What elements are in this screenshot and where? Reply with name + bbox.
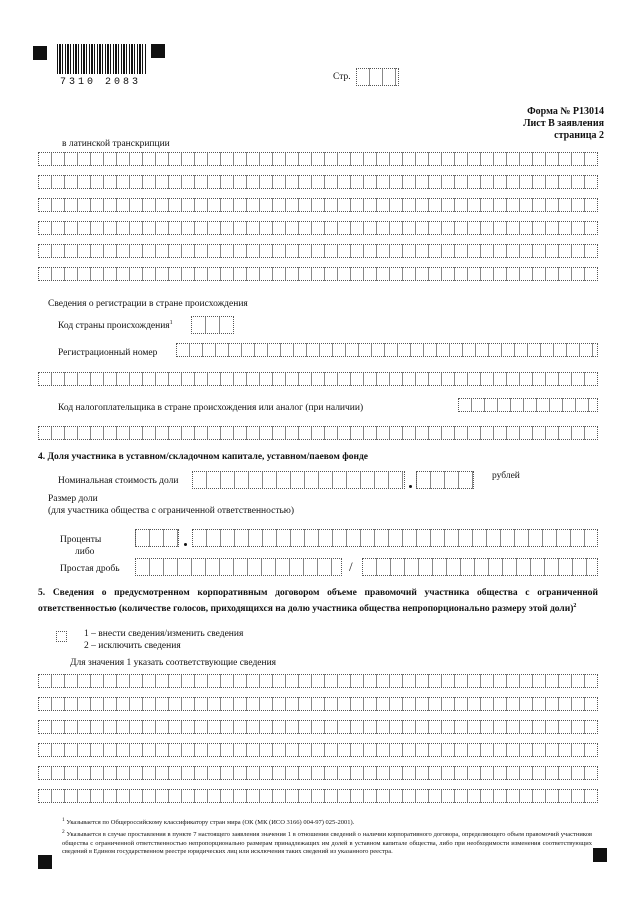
- footnote-2-text: Указывается в случае проставления в пункте 7 настоящего заявления значения 1 в отношении сведений о наличии корпоративного договора, определяющего объем правомочий участников общества с ограниченной ответственностью непропорционально размерам принадлежащих им долей в уставном капитале общества, либо при необходимости изменения соответствующих сведений в Едином государственном реестре юридических лиц или исключения таких сведений из указанного реестра.: [62, 831, 593, 856]
- footnote-1-text: Указывается по Общероссийскому классификатору стран мира (ОК (МК (ИСО 3166) 004-97) 025-2001).: [66, 819, 355, 827]
- fraction-denominator-field[interactable]: [362, 558, 598, 576]
- corporate-row-4[interactable]: [38, 743, 598, 757]
- corporate-row-5[interactable]: [38, 766, 598, 780]
- latin-name-row-1[interactable]: [38, 152, 598, 166]
- nominal-label: Номинальная стоимость доли: [58, 476, 179, 486]
- share-size-note: (для участника общества с ограниченной ответственностью): [48, 506, 295, 516]
- latin-name-row-6[interactable]: [38, 267, 598, 281]
- share-size-label: Размер доли: [48, 494, 98, 504]
- barcode-number: 7310 2083: [60, 77, 142, 88]
- tax-code-field-2[interactable]: [38, 426, 598, 440]
- latin-name-row-5[interactable]: [38, 244, 598, 258]
- share-section-title: 4. Доля участника в уставном/складочном капитале, уставном/паевом фонде: [38, 452, 369, 462]
- page-number-field[interactable]: [356, 68, 399, 86]
- barcode: [57, 44, 147, 74]
- reg-number-field-1[interactable]: [176, 343, 598, 357]
- latin-name-row-4[interactable]: [38, 221, 598, 235]
- corner-marker-top-left: [33, 46, 47, 60]
- corporate-option-2: 2 – исключить сведения: [84, 641, 181, 651]
- page-label: Стр.: [333, 72, 351, 82]
- corporate-row-2[interactable]: [38, 697, 598, 711]
- percent-int-field[interactable]: [135, 529, 179, 547]
- latin-transcription-label: в латинской транскрипции: [62, 139, 170, 149]
- latin-name-row-3[interactable]: [38, 198, 598, 212]
- percent-frac-field[interactable]: [192, 529, 598, 547]
- sheet-page: страница 2: [554, 130, 604, 141]
- footnote-1-mark: 1: [62, 817, 65, 823]
- nominal-kop-field[interactable]: [416, 471, 474, 489]
- footnote-ref-1: 1: [169, 320, 173, 326]
- corporate-hint: Для значения 1 указать соответствующие сведения: [70, 658, 277, 668]
- or-label: либо: [75, 547, 95, 557]
- corporate-row-1[interactable]: [38, 674, 598, 688]
- country-code-field[interactable]: [191, 316, 234, 334]
- nominal-decimal-dot: [409, 485, 412, 488]
- rub-label: рублей: [492, 471, 520, 481]
- fraction-numerator-field[interactable]: [135, 558, 342, 576]
- footnote-ref-2: 2: [573, 602, 577, 609]
- corner-marker-bottom-left: [38, 855, 52, 869]
- footnote-1: [62, 816, 592, 828]
- footnote-2: [62, 828, 592, 857]
- corporate-option-box[interactable]: [56, 631, 67, 642]
- corporate-row-6[interactable]: [38, 789, 598, 803]
- tax-code-field-1[interactable]: [458, 398, 598, 412]
- percent-label: Проценты: [60, 535, 102, 545]
- percent-decimal-dot: [184, 543, 187, 546]
- reg-number-label: Регистрационный номер: [58, 348, 158, 358]
- reg-number-field-2[interactable]: [38, 372, 598, 386]
- fraction-label: Простая дробь: [60, 564, 120, 574]
- sheet-title: Лист В заявления: [523, 118, 604, 129]
- latin-name-row-2[interactable]: [38, 175, 598, 189]
- corporate-option-1: 1 – внести сведения/изменить сведения: [84, 629, 244, 639]
- tax-code-label: Код налогоплательщика в стране происхождения или аналог (при наличии): [58, 403, 364, 413]
- nominal-rub-field[interactable]: [192, 471, 405, 489]
- registration-section-title: Сведения о регистрации в стране происхождения: [48, 299, 248, 309]
- corporate-title-text: 5. Сведения о предусмотренном корпоративным договором объеме правомочий участника общества с ограниченной ответственностью (количестве голосов, приходящихся на долю участника общества непропорционально размеру этой доли): [38, 588, 598, 614]
- corporate-section-title: [38, 587, 598, 615]
- form-number: Форма № Р13014: [527, 106, 604, 117]
- footnote-2-mark: 2: [62, 829, 65, 835]
- country-code-label-text: Код страны происхождения: [58, 321, 170, 332]
- country-code-label: [58, 320, 173, 331]
- corporate-row-3[interactable]: [38, 720, 598, 734]
- corner-marker-top-right: [151, 44, 165, 58]
- fraction-separator: /: [349, 559, 353, 574]
- corner-marker-bottom-right: [593, 848, 607, 862]
